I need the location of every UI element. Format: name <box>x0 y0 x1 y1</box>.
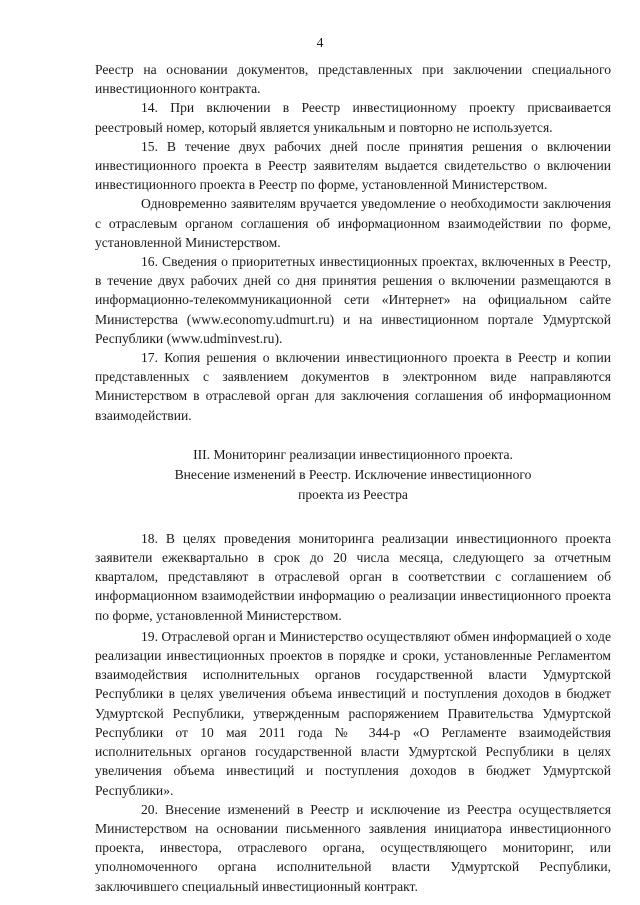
paragraph-15-notice: Одновременно заявителям вручается уведомление о необходимости заключения с отраслевым органом соглашения об информационном взаимодействии по форме, установленной Министерством. <box>95 196 611 250</box>
page-number: 4 <box>316 35 324 50</box>
paragraph-19: 19. Отраслевой орган и Министерство осуществляют обмен информацией о ходе реализации инвестиционных проектов в порядке и сроки, установленные Регламентом взаимодействия исполнительных органов государственной власти Удмуртской Республики в целях увеличения объема инвестиций и поступления доходов в бюджет Удмуртской Республики, утвержденным распоряжением Правительства Удмуртской Республики от 10 мая 2011 года № 344-р «О Регламенте взаимодействия исполнительных органов государственной власти Удмуртской Республики в целях увеличения объема инвестиций и поступления доходов в бюджет Удмуртской Республики». <box>95 628 612 798</box>
paragraph-16: 16. Сведения о приоритетных инвестиционных проектах, включенных в Реестр, в течение двух рабочих дней со дня принятия решения о включении размещаются в информационно-телекоммуникационной сети «Интернет» на официальном сайте Министерства (www.economy.udmurt.ru) и на инвестиционном портале Удмуртской Республики (www.udminvest.ru). <box>95 254 611 346</box>
paragraph-14: 14. При включении в Реестр инвестиционному проекту присваивается реестровый номер, который является уникальным и повторно не используется. <box>95 100 611 135</box>
section-title <box>95 445 611 505</box>
paragraph-17: 17. Копия решения о включении инвестиционного проекта в Реестр и копии представленных с заявлением документов в электронном виде направляются Министерством в отраслевой орган для заключения соглашения об информационном взаимодействии. <box>95 350 611 423</box>
paragraph-18: 18. В целях проведения мониторинга реализации инвестиционного проекта заявители ежеквартально в срок до 20 числа месяца, следующего за отчетным кварталом, представляют в отраслевой орган в соответствии с соглашением об информационном взаимодействии информацию о реализации инвестиционного проекта по форме, установленной Министерством. <box>95 530 611 623</box>
document-body <box>95 60 611 896</box>
paragraph-15: 15. В течение двух рабочих дней после принятия решения о включении инвестиционного проекта в Реестр заявителям выдается свидетельство о включении инвестиционного проекта в Реестр по форме, установленной Министерством. <box>95 138 611 193</box>
section-title-line-1: III. Мониторинг реализации инвестиционного проекта. <box>193 446 513 462</box>
section-title-line-3: проекта из Реестра <box>298 486 408 502</box>
section-title-line-2: Внесение изменений в Реестр. Исключение инвестиционного <box>174 466 532 482</box>
paragraph-20: 20. Внесение изменений в Реестр и исключение из Реестра осуществляется Министерством на основании письменного заявления инициатора инвестиционного проекта, инвестора, отраслевого органа, осуществляющего мониторинг, или уполномоченного органа исполнительной власти Удмуртской Республики, заключившего специальный инвестиционный контракт. <box>95 801 611 894</box>
paragraph-continuation: Реестр на основании документов, представленных при заключении специального инвестиционного контракта. <box>95 62 611 97</box>
